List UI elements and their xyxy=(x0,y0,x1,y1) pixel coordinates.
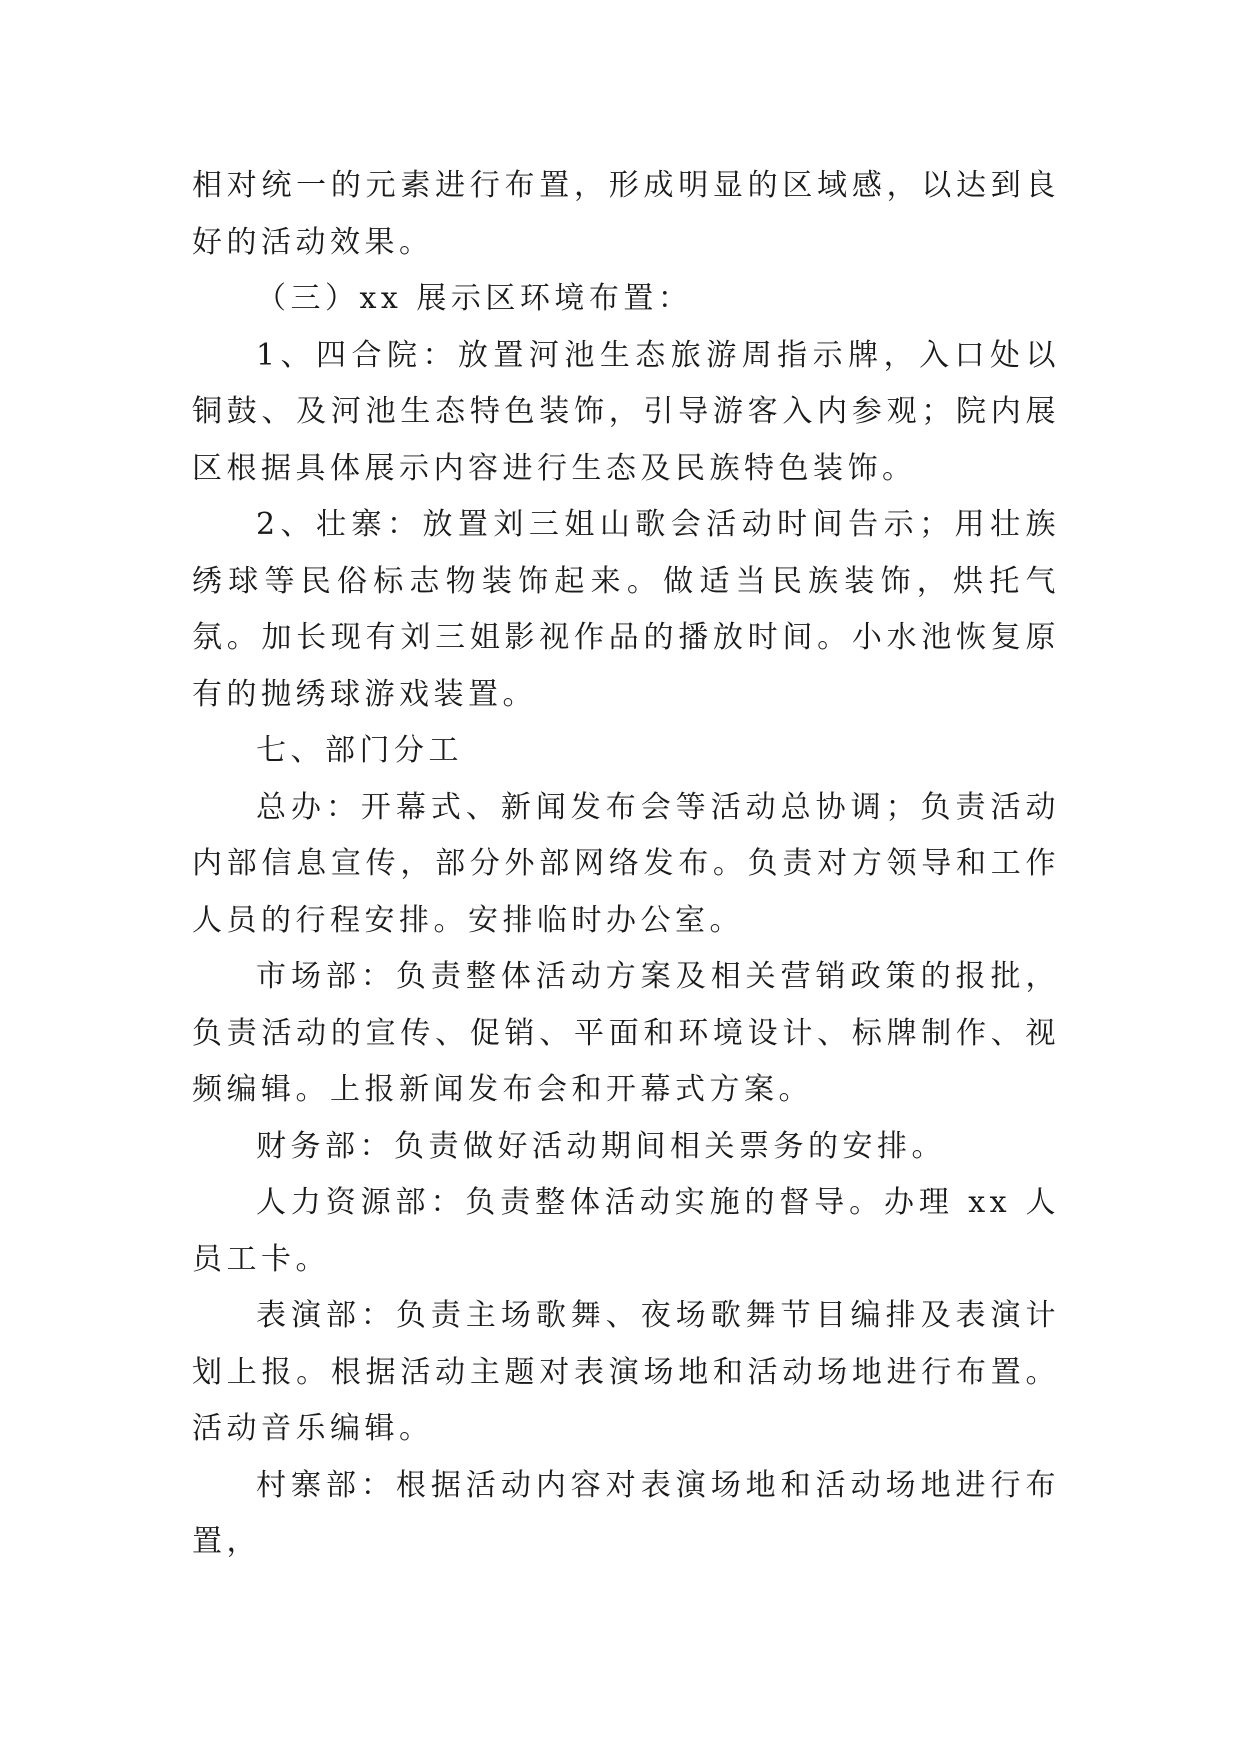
paragraph-finance-dept: 财务部：负责做好活动期间相关票务的安排。 xyxy=(256,1128,946,1164)
document-body xyxy=(192,158,1060,1571)
paragraph-item-zhuang-village: 2、壮寨：放置刘三姐山歌会活动时间告示；用壮族绣球等民俗标志物装饰起来。做适当民族装饰，烘托气氛。加长现有刘三姐影视作品的播放时间。小水池恢复原有的抛绣球游戏装置。 xyxy=(192,507,1060,712)
paragraph-general-office: 总办：开幕式、新闻发布会等活动总协调；负责活动内部信息宣传，部分外部网络发布。负责对方领导和工作人员的行程安排。安排临时办公室。 xyxy=(192,789,1060,938)
paragraph-hr-dept: 人力资源部：负责整体活动实施的督导。办理 xx 人员工卡。 xyxy=(192,1185,1060,1277)
paragraph-item-courtyard: 1、四合院：放置河池生态旅游周指示牌，入口处以铜鼓、及河池生态特色装饰，引导游客入内参观；院内展区根据具体展示内容进行生态及民族特色装饰。 xyxy=(192,337,1060,486)
paragraph-marketing-dept: 市场部：负责整体活动方案及相关营销政策的报批，负责活动的宣传、促销、平面和环境设计、标牌制作、视频编辑。上报新闻发布会和开幕式方案。 xyxy=(192,959,1060,1107)
paragraph-section-heading-display-area: （三）xx 展示区环境布置： xyxy=(256,281,693,316)
paragraph-heading-division-of-labor: 七、部门分工 xyxy=(256,733,463,768)
paragraph-village-dept: 村寨部：根据活动内容对表演场地和活动场地进行布置， xyxy=(192,1467,1060,1559)
paragraph-continuation: 相对统一的元素进行布置，形成明显的区域感，以达到良好的活动效果。 xyxy=(192,168,1060,260)
paragraph-performance-dept: 表演部：负责主场歌舞、夜场歌舞节目编排及表演计划上报。根据活动主题对表演场地和活动场地进行布置。活动音乐编辑。 xyxy=(192,1298,1060,1446)
